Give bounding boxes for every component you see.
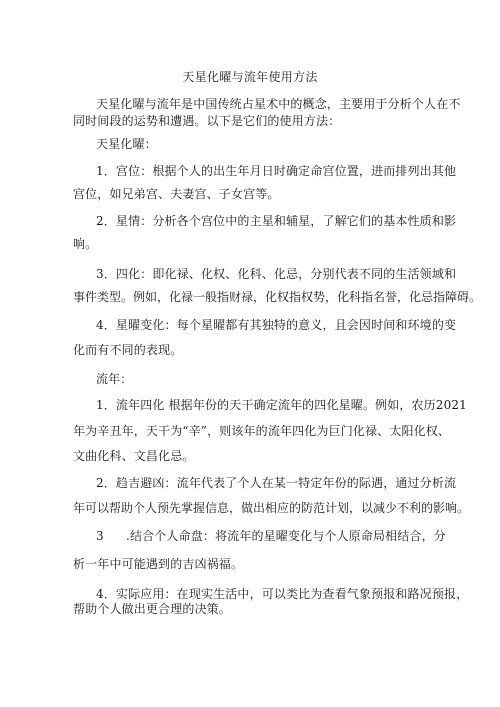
s2-item2-line1: 2．趋吉避凶：流年代表了个人在某一特定年份的际遇，通过分析流 — [96, 476, 457, 490]
s2-item2-line2: 年可以帮助个人预先掌握信息，做出相应的防范计划，以减少不利的影响。 — [73, 501, 470, 515]
s2-item3-line2: 析一年中可能遇到的吉凶祸福。 — [73, 557, 244, 571]
s2-item3-line1: .结合个人命盘：将流年的星曜变化与个人原命局相结合，分 — [126, 529, 446, 543]
intro-line-1: 天星化曜与流年是中国传统占星术中的概念，主要用于分析个人在不 — [96, 97, 461, 111]
s2-item1-line2: 年为辛丑年，天干为“辛”，则该年的流年四化为巨门化禄、太阳化权、 — [73, 424, 451, 438]
s1-item1-line1: 1．宫位：根据个人的出生年月日时确定命宫位置，进而排列出其他 — [96, 164, 457, 178]
section-heading-liunian: 流年： — [96, 372, 133, 386]
s2-item4-line1: 4．实际应用：在现实生活中，可以类比为查看气象预报和路况预报， — [96, 587, 469, 601]
document-title: 天星化曜与流年使用方法 — [182, 70, 318, 84]
s1-item4-line1: 4．星曜变化：每个星曜都有其独特的意义，且会因时间和环境的变 — [96, 318, 457, 332]
section-heading-tianxing: 天星化曜： — [96, 137, 157, 151]
s1-item3-line2: 事件类型。例如，化禄一般指财禄，化权指权势，化科指名誉，化忌指障碍。 — [73, 290, 482, 304]
s2-item1-line1: 1．流年四化 根据年份的天干确定流年的四化星曜。例如，农历2021 — [96, 398, 467, 412]
s2-item4-line2: 帮助个人做出更合理的决策。 — [73, 602, 231, 616]
s1-item3-line1: 3．四化：即化禄、化权、化科、化忌，分别代表不同的生活领域和 — [96, 267, 457, 281]
s1-item2-line2: 响。 — [73, 237, 98, 251]
s2-item3-number: 3 — [96, 529, 104, 543]
s1-item2-line1: 2．星情：分析各个宫位中的主星和辅星，了解它们的基本性质和影 — [96, 214, 457, 228]
intro-line-2: 同时间段的运势和遭遇。以下是它们的使用方法： — [73, 114, 341, 128]
s2-item1-line3: 文曲化科、文昌化忌。 — [73, 449, 195, 463]
s1-item1-line2: 宫位，如兄弟宫、夫妻宫、子女宫等。 — [73, 187, 280, 201]
s1-item4-line2: 化而有不同的表现。 — [73, 343, 183, 357]
